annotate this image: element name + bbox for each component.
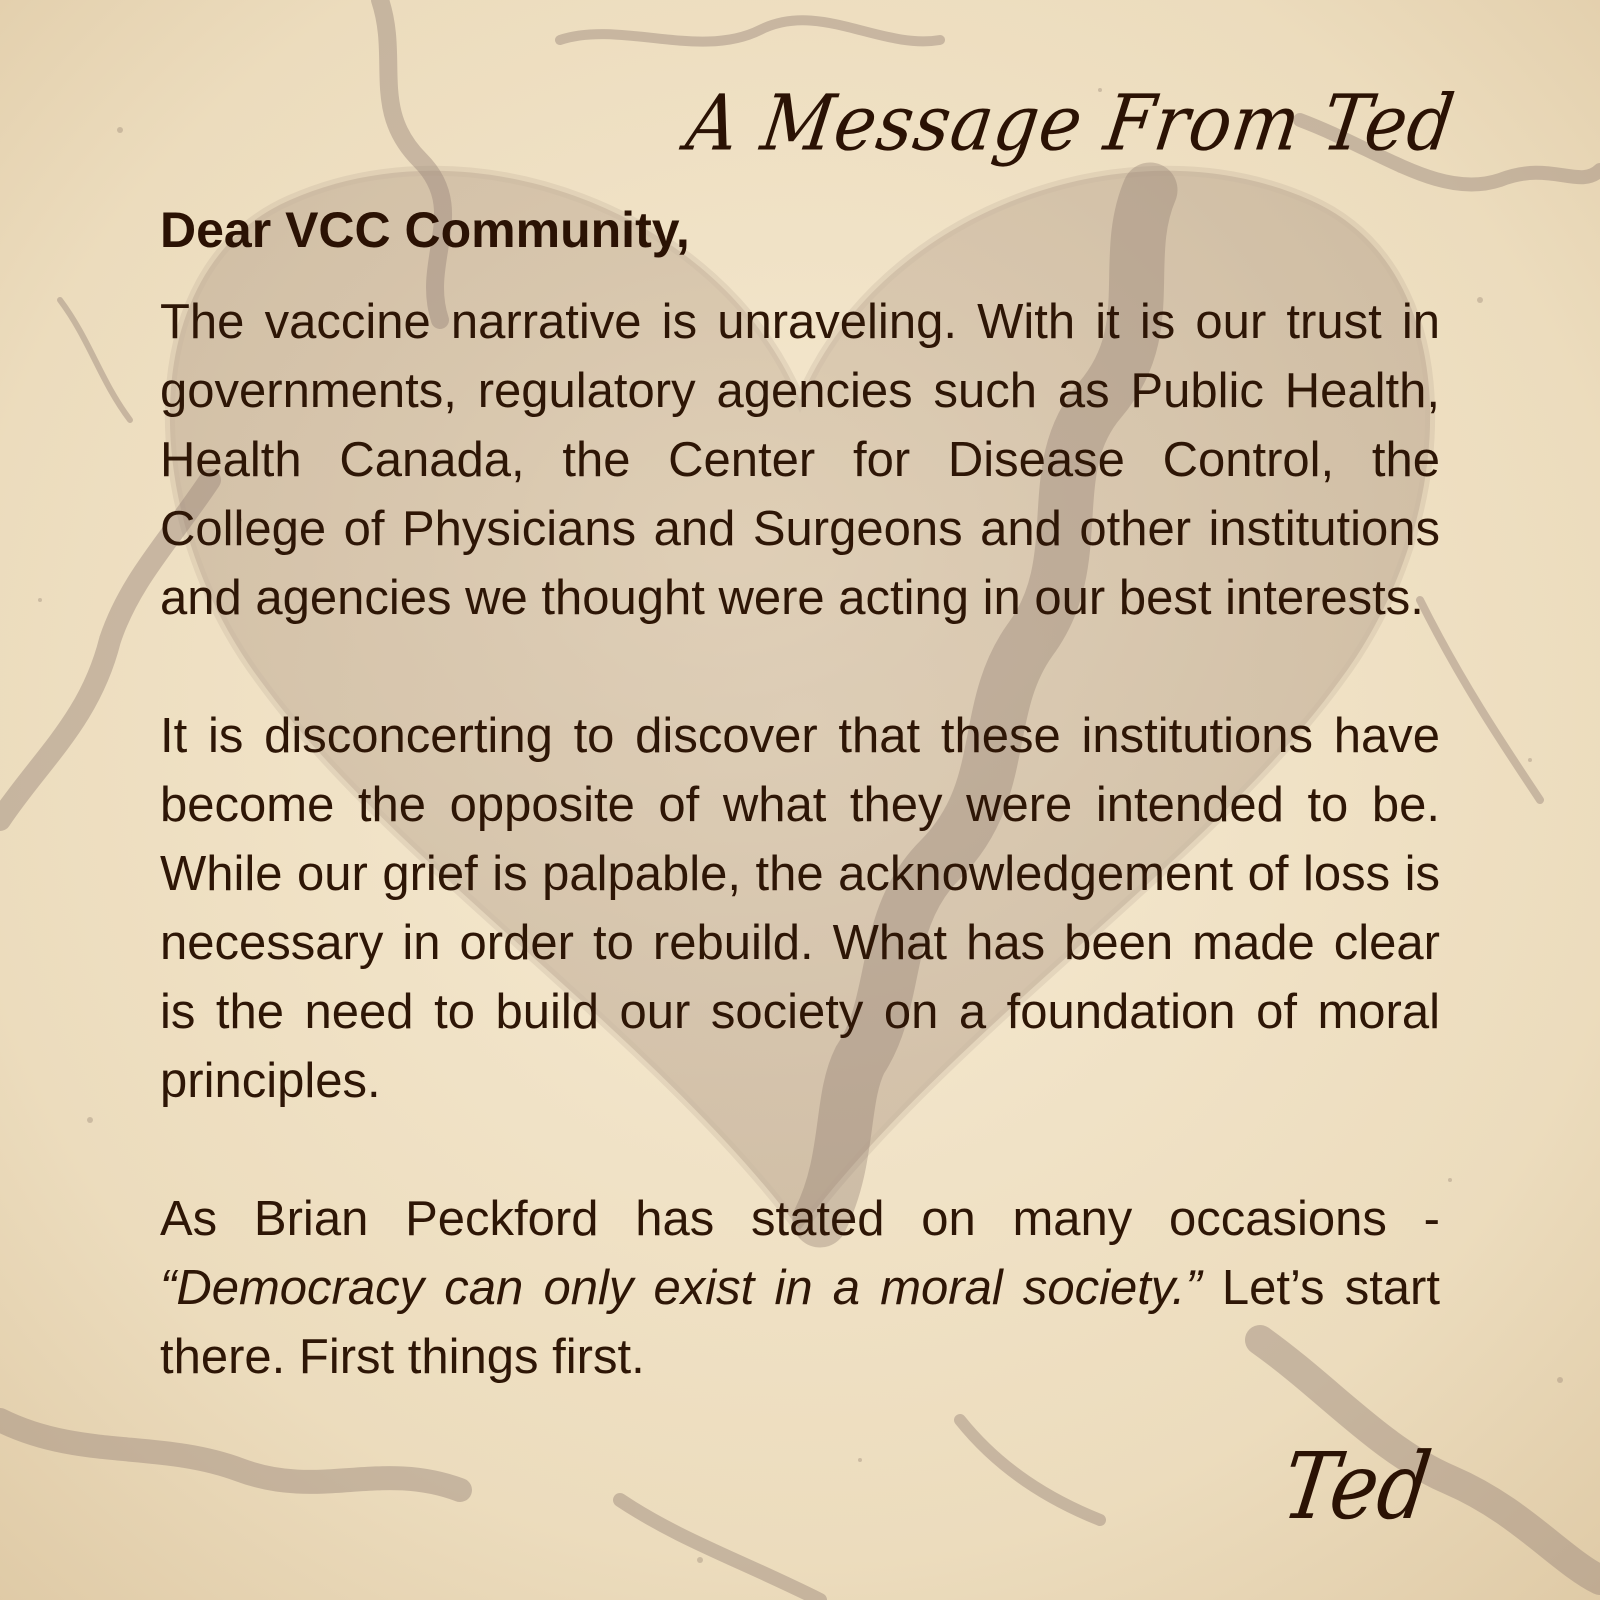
paragraph-3-intro: As Brian Peckford has stated on many occasions - xyxy=(160,1192,1440,1246)
paragraph-3 xyxy=(160,1185,1440,1392)
peckford-quote: “Democracy can only exist in a moral society.” xyxy=(160,1261,1202,1315)
letter-body xyxy=(160,200,1440,1392)
paragraph-1: The vaccine narrative is unraveling. With it is our trust in governments, regulatory agencies such as Public Health, Health Canada, the Center for Disease Control, the College of Physicians and Surgeons and other institutions and agencies we thought were acting in our best interests. xyxy=(160,295,1440,625)
paragraph-2: It is disconcerting to discover that these institutions have become the opposite of what they were intended to be. While our grief is palpable, the acknowledgement of loss is necessary in order to rebuild. What has been made clear is the need to build our society on a foundation of moral principles. xyxy=(160,709,1440,1108)
message-title: A Message From Ted xyxy=(681,78,1460,169)
signature: Ted xyxy=(1276,1433,1438,1540)
paragraph-3-outro: Let’s start there. First things first. xyxy=(160,1261,1440,1384)
salutation: Dear VCC Community, xyxy=(160,202,690,258)
